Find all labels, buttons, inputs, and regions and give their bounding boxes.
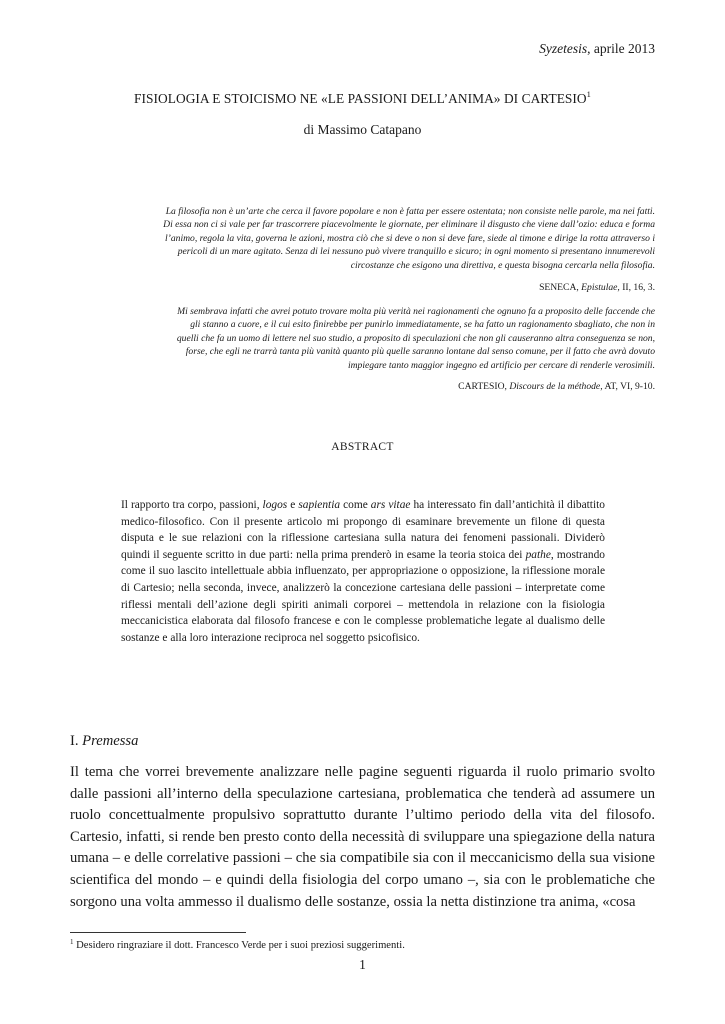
abstract-run: come (340, 499, 371, 511)
citation-ref: , AT, VI, 9-10. (600, 381, 655, 392)
abstract-term-logos: logos (262, 499, 288, 511)
abstract-run: Il rapporto tra corpo, passioni, (121, 499, 263, 511)
abstract-text (121, 497, 605, 646)
title-text: FISIOLOGIA E STOICISMO NE «LE PASSIONI DELL’ANIMA» DI CARTESIO (134, 91, 587, 106)
title-footnote-mark[interactable]: 1 (586, 89, 591, 99)
epigraph-seneca-citation (539, 282, 655, 293)
citation-author: SENECA, (539, 282, 582, 293)
footnote-separator (70, 932, 246, 933)
citation-ref: , II, 16, 3. (617, 282, 655, 293)
footnote (70, 938, 405, 951)
epigraph-seneca: La filosofia non è un’arte che cerca il favore popolare e non è fatta per essere ostentata; non consiste nelle parole, ma nei fatti. Di essa non ci si vale per far trascorrere piacevolmente le giornate, per eliminare il disgusto che viene dall’ozio: educa e forma l’animo, regola la vita, governa le azioni, mostra ciò che si deve o non si deve fare, siede al timone e dirige la rotta attraverso i pericoli di un mare agitato. Senza di lei nessuno può vivere tranquillo e sicuro; in ogni momento si presentano innumerevoli circostanze che esigono una direttiva, e questa bisogna cercarla nella filosofia. (163, 206, 655, 271)
page-number: 1 (359, 957, 366, 972)
citation-work: Discours de la méthode (509, 381, 601, 392)
abstract-run: e (287, 499, 299, 511)
epigraph-cartesio-citation (458, 381, 655, 392)
body-paragraph: Il tema che vorrei brevemente analizzare nelle pagine seguenti riguarda il ruolo primario svolto dalle passioni all’interno della speculazione cartesiana, problematica che tenderà ad assumere un ruolo concettualmente propulsivo soprattutto durante l’ultimo periodo della vita del filosofo. Cartesio, infatti, si rende ben presto conto della necessità di sviluppare una spiegazione della natura umana – e delle correlative passioni – che sia compatibile sia con il meccanicismo della sua visione scientifica del mondo – e quindi della fisiologia del corpo umano –, sia con le problematiche che sorgono una volta ammesso il dualismo delle sostanze, ossia la netta distinzione tra anima, «cosa (70, 764, 655, 910)
footnote-text: Desidero ringraziare il dott. Francesco Verde per i suoi preziosi suggerimenti. (73, 940, 405, 951)
section-title: Premessa (82, 733, 139, 749)
abstract-heading: ABSTRACT (331, 441, 394, 453)
abstract-term-pathe: pathe (525, 548, 551, 561)
abstract-run: ha interessato fin dall’antichità il dibattito medico-filosofico. Con il presente articolo mi propongo di esaminare brevemente un filone di questa disputa e le sue relazioni con la riflessione cartesiana sulla natura dei fenomeni passionali. Dividerò quindi il seguente scritto in due parti: nella prima prenderò in esame la teoria stoica dei (121, 499, 605, 561)
footnote-mark: 1 (70, 938, 74, 946)
article-title (0, 89, 725, 107)
section-heading (70, 733, 138, 750)
running-header (539, 41, 655, 57)
abstract-term-ars-vitae: ars vitae (370, 499, 411, 511)
author-line: di Massimo Catapano (303, 122, 422, 137)
abstract-term-sapientia: sapientia (298, 499, 341, 511)
citation-work: Epistulae (581, 282, 618, 293)
epigraph-cartesio: Mi sembrava infatti che avrei potuto trovare molta più verità nei ragionamenti che ognuno fa a proposito delle faccende che gli stanno a cuore, e il cui esito finirebbe per punirlo immediatamente, se ha fatto un ragionamento sbagliato, che non in quelli che fa un uomo di lettere nel suo studio, a proposito di speculazioni che non gli causeranno altra conseguenza se non, forse, che egli ne trarrà tanta più vanità quanto più quelle saranno lontane dal senso comune, per il fatto che avrà dovuto impiegare tanto maggior ingegno ed artificio per cercare di renderle verosimili. (176, 306, 655, 371)
issue-date: , aprile 2013 (587, 41, 655, 56)
journal-name: Syzetesis (539, 41, 588, 56)
citation-author: CARTESIO, (458, 381, 510, 392)
section-number: I. (70, 733, 83, 749)
abstract-run: , mostrando come il suo lascito intellettuale abbia influenzato, per appropriazione o opposizione, la riflessione morale di Cartesio; nella seconda, invece, analizzerò la concezione cartesiana delle passioni – interpretate come riflessi mentali dell’azione degli spiriti animali corporei – mettendola in relazione con la fisiologia meccanicistica elaborata dal filosofo francese e con le complesse problematiche legate al dualismo delle sostanze e alla loro interazione reciproca nel soggetto psicofisico. (121, 548, 605, 644)
